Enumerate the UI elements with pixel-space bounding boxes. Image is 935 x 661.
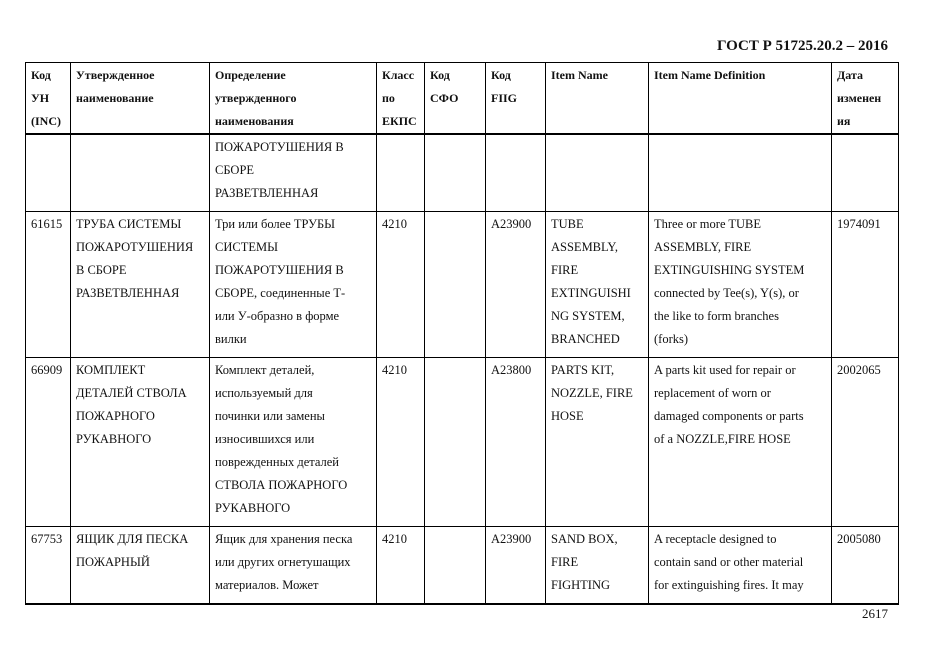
table-row	[26, 358, 899, 527]
column-header-item-name: Item Name	[546, 63, 649, 135]
cell-inc: 61615	[26, 212, 71, 358]
table-row	[26, 134, 899, 212]
cell-change-date	[832, 134, 899, 212]
cell-ekps-class	[377, 134, 425, 212]
cell-ekps-class: 4210	[377, 358, 425, 527]
cell-inc	[26, 134, 71, 212]
column-header-change-date: Дата изменен ия	[832, 63, 899, 135]
cell-item-name-definition	[649, 134, 832, 212]
column-header-approved-name: Утвержденное наименование	[71, 63, 210, 135]
table-header-row	[26, 63, 899, 135]
cell-inc: 66909	[26, 358, 71, 527]
table-row	[26, 527, 899, 605]
page-number: 2617	[862, 606, 888, 621]
cell-approved-name: КОМПЛЕКТ ДЕТАЛЕЙ СТВОЛА ПОЖАРНОГО РУКАВНОГО	[71, 358, 210, 527]
cell-change-date: 1974091	[832, 212, 899, 358]
cell-inc: 67753	[26, 527, 71, 605]
cell-approved-name	[71, 134, 210, 212]
cell-ekps-class: 4210	[377, 212, 425, 358]
column-header-sfo-code: Код СФО	[425, 63, 486, 135]
cell-fiig-code: A23800	[486, 358, 546, 527]
cell-item-name-definition: A parts kit used for repair or replacement of worn or damaged components or parts of a NOZZLE,FIRE HOSE	[649, 358, 832, 527]
cell-fiig-code: A23900	[486, 527, 546, 605]
cell-fiig-code	[486, 134, 546, 212]
document-code: ГОСТ Р 51725.20.2 – 2016	[716, 38, 888, 54]
column-header-inc: Код УН (INC)	[26, 63, 71, 135]
cell-approved-name: ЯЩИК ДЛЯ ПЕСКА ПОЖАРНЫЙ	[71, 527, 210, 605]
column-header-definition: Определение утвержденного наименования	[210, 63, 377, 135]
cell-sfo-code	[425, 212, 486, 358]
cell-sfo-code	[425, 358, 486, 527]
cell-ekps-class: 4210	[377, 527, 425, 605]
cell-definition: Ящик для хранения песка или других огнетушащих материалов. Может	[210, 527, 377, 605]
cell-fiig-code: A23900	[486, 212, 546, 358]
cell-item-name: SAND BOX, FIRE FIGHTING	[546, 527, 649, 605]
cell-item-name-definition: Three or more TUBE ASSEMBLY, FIRE EXTINGUISHING SYSTEM connected by Tee(s), Y(s), or the like to form branches (forks)	[649, 212, 832, 358]
cell-definition: ПОЖАРОТУШЕНИЯ В СБОРЕ РАЗВЕТВЛЕННАЯ	[210, 134, 377, 212]
catalog-table	[25, 62, 899, 605]
cell-item-name: TUBE ASSEMBLY, FIRE EXTINGUISHI NG SYSTEM, BRANCHED	[546, 212, 649, 358]
table-row	[26, 212, 899, 358]
cell-item-name: PARTS KIT, NOZZLE, FIRE HOSE	[546, 358, 649, 527]
cell-definition: Три или более ТРУБЫ СИСТЕМЫ ПОЖАРОТУШЕНИЯ В СБОРЕ, соединенные Т- или У-образно в форме вилки	[210, 212, 377, 358]
cell-change-date: 2005080	[832, 527, 899, 605]
column-header-item-name-definition: Item Name Definition	[649, 63, 832, 135]
cell-sfo-code	[425, 134, 486, 212]
cell-change-date: 2002065	[832, 358, 899, 527]
column-header-ekps-class: Класс по ЕКПС	[377, 63, 425, 135]
cell-item-name-definition: A receptacle designed to contain sand or other material for extinguishing fires. It may	[649, 527, 832, 605]
cell-item-name	[546, 134, 649, 212]
cell-definition: Комплект деталей, используемый для починки или замены износившихся или поврежденных деталей СТВОЛА ПОЖАРНОГО РУКАВНОГО	[210, 358, 377, 527]
cell-approved-name: ТРУБА СИСТЕМЫ ПОЖАРОТУШЕНИЯ В СБОРЕ РАЗВЕТВЛЕННАЯ	[71, 212, 210, 358]
cell-sfo-code	[425, 527, 486, 605]
column-header-fiig-code: Код FIIG	[486, 63, 546, 135]
